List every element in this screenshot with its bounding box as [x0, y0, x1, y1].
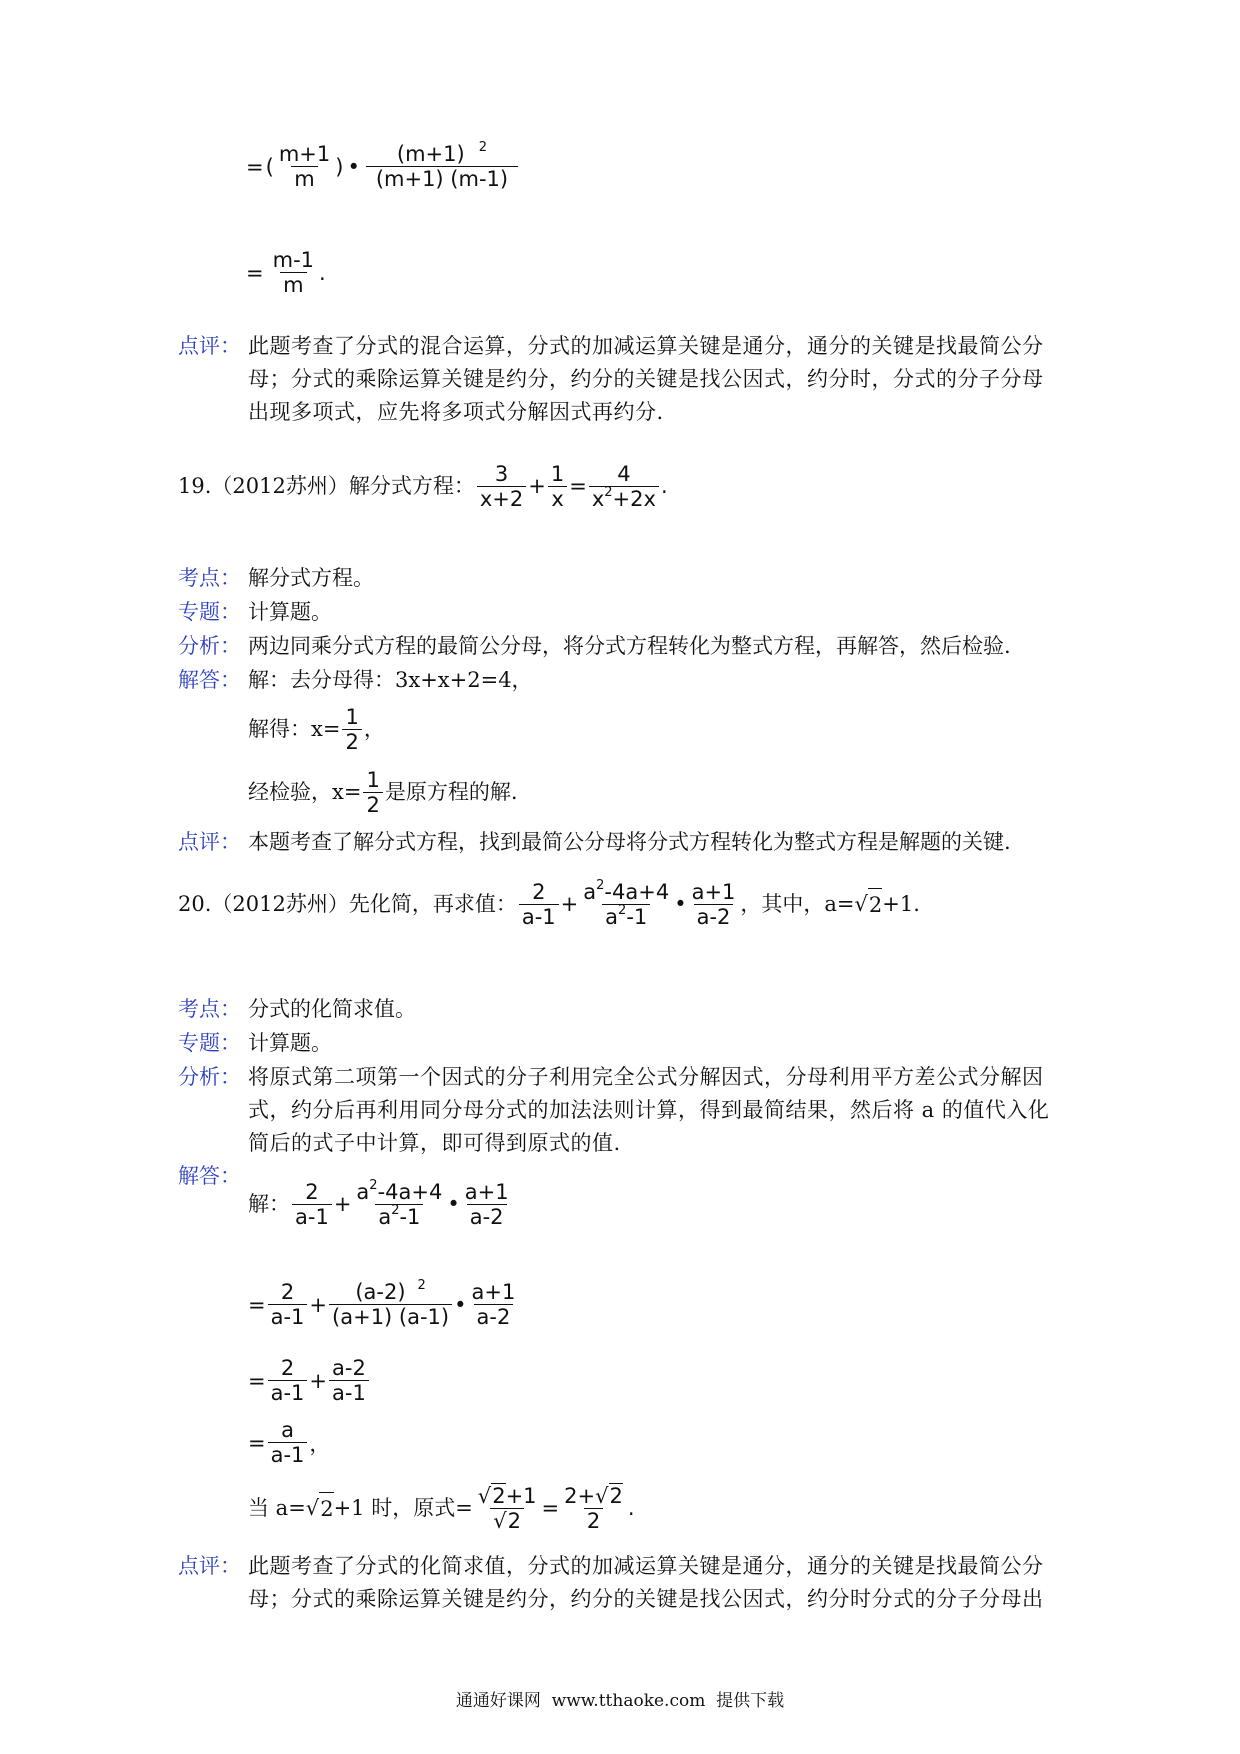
fenxi-line: 式，约分后再利用同分母分式的加法法则计算，得到最简结果，然后将 a 的值代入化	[248, 1098, 1050, 1122]
denominator: 2	[342, 729, 361, 754]
denominator: (a+1) (a-1)	[329, 1304, 452, 1329]
den-part: +2x	[612, 487, 656, 511]
fraction	[268, 1418, 308, 1467]
solution-line: 解：去分母得：3x+x+2=4，	[248, 668, 533, 692]
exponent: 2	[604, 485, 613, 500]
denominator: a-2	[694, 904, 734, 929]
comment-label: 点评：	[178, 1554, 241, 1578]
numerator	[367, 142, 517, 166]
comment-text	[248, 1550, 1078, 1616]
plus-sign: +	[528, 474, 546, 498]
kaodian-label: 考点：	[178, 997, 241, 1021]
numerator: a+1	[464, 1180, 509, 1204]
numerator: 1	[345, 705, 359, 729]
period: .	[627, 1496, 635, 1520]
numerator	[353, 1180, 445, 1204]
denominator	[375, 1204, 423, 1229]
plus-sign: +	[309, 1368, 328, 1393]
paren: )	[335, 154, 344, 179]
fraction	[462, 1180, 512, 1229]
sqrt-symbol: √	[595, 1484, 609, 1508]
solution-line	[248, 1180, 514, 1229]
num-part: 2+	[564, 1484, 596, 1508]
numerator	[352, 1280, 428, 1304]
multiply-dot: •	[454, 1292, 467, 1317]
fraction	[276, 142, 333, 191]
numerator: 2	[305, 1180, 319, 1204]
question-stem: 19.（2012苏州）解分式方程：	[178, 474, 475, 498]
s18-step1	[246, 142, 520, 191]
q20-stem	[178, 880, 920, 929]
multiply-dot: •	[674, 892, 687, 916]
numerator: 3	[494, 462, 509, 486]
denominator: x+2	[477, 486, 526, 511]
solution-text: 解得：x=	[248, 717, 341, 741]
denominator: a-1	[268, 1304, 308, 1329]
comment-text	[248, 330, 1078, 429]
equation	[475, 462, 668, 511]
numerator: a	[281, 1418, 294, 1442]
fraction	[329, 1280, 452, 1329]
sqrt-radicand: 2	[507, 1509, 522, 1533]
equals-sign: =	[248, 1292, 266, 1317]
denominator	[589, 486, 659, 511]
sqrt-symbol: √	[305, 1496, 320, 1520]
num-part: +1	[505, 1484, 537, 1508]
period: .	[660, 474, 668, 498]
zhuanti-label: 专题：	[178, 600, 241, 624]
fraction	[469, 1280, 519, 1329]
fraction	[292, 1180, 332, 1229]
equals-sign: =	[569, 474, 587, 498]
numerator: a+1	[691, 880, 736, 904]
equals-sign: =	[246, 260, 264, 285]
denominator	[490, 1508, 524, 1533]
numerator: 1	[366, 768, 380, 792]
solution-text: +1 时，原式=	[333, 1496, 473, 1520]
zhuanti-label: 专题：	[178, 1031, 241, 1055]
den-part: -1	[626, 905, 648, 929]
equals-sign: =	[248, 1430, 266, 1455]
numerator-text: (m+1)	[396, 142, 465, 166]
exponent: 2	[417, 1278, 426, 1293]
solution-text: 解：	[248, 1192, 290, 1216]
den-part: -1	[399, 1205, 421, 1229]
fraction	[548, 462, 567, 511]
comment-line: 母；分式的乘除运算关键是约分，约分的关键是找公因式，约分时，分式的分子分母	[248, 367, 1044, 391]
numerator	[475, 1484, 540, 1508]
multiply-dot: •	[447, 1192, 460, 1216]
equals-sign: =	[246, 154, 264, 179]
numerator: a-2	[332, 1356, 366, 1380]
numerator: a+1	[471, 1280, 516, 1304]
den-part: a	[605, 905, 619, 929]
solution-line	[248, 768, 518, 817]
expression	[290, 1180, 514, 1229]
fraction	[342, 705, 361, 754]
fraction	[268, 1356, 308, 1405]
fraction	[363, 768, 382, 817]
jieda-label: 解答：	[178, 668, 241, 692]
num-part: -4a+4	[377, 1180, 443, 1204]
numerator: 2	[280, 1356, 295, 1380]
solution-text: 经检验，x=	[248, 780, 362, 804]
equals-sign: =	[541, 1496, 560, 1520]
page-footer: 通通好课网 www.tthaoke.com 提供下载	[455, 1691, 785, 1711]
q19-stem	[178, 462, 668, 511]
fraction	[580, 880, 672, 929]
numerator: 1	[550, 462, 565, 486]
num-part: a	[583, 880, 597, 904]
comma: ，	[309, 1431, 331, 1456]
den-part: x	[591, 487, 605, 511]
expression	[473, 1484, 635, 1533]
solution-line	[248, 1484, 635, 1533]
question-stem: 20.（2012苏州）先化简，再求值：	[178, 892, 517, 916]
kaodian-text: 解分式方程。	[248, 566, 374, 590]
solution-line	[248, 1280, 520, 1329]
solution-line	[248, 705, 385, 754]
fraction	[589, 462, 659, 511]
denominator	[602, 904, 650, 929]
comment-line: 此题考查了分式的混合运算，分式的加减运算关键是通分，通分的关键是找最简公分	[248, 334, 1044, 358]
comment-line: 母；分式的乘除运算关键是约分，约分的关键是找公因式，约分时分式的分子分母出	[248, 1587, 1044, 1611]
fraction	[475, 1484, 540, 1533]
exponent: 2	[369, 1178, 378, 1193]
solution-text: 当 a=	[248, 1496, 306, 1520]
denominator: 2	[363, 792, 382, 817]
num-part: (a-2)	[355, 1280, 406, 1304]
num-part: a	[356, 1180, 370, 1204]
fraction	[477, 462, 526, 511]
sqrt-symbol: √	[477, 1484, 492, 1508]
fraction	[270, 248, 317, 297]
kaodian-label: 考点：	[178, 566, 241, 590]
denominator: a-2	[474, 1304, 514, 1329]
comment-label: 点评：	[178, 830, 241, 854]
s18-step2	[246, 248, 326, 297]
stem-text: +1.	[882, 892, 920, 916]
denominator: a-1	[268, 1380, 308, 1405]
numerator: 2	[532, 880, 546, 904]
denominator: a-1	[519, 904, 559, 929]
expression	[517, 880, 741, 929]
denominator: m	[291, 166, 317, 191]
sqrt-symbol: √	[854, 892, 868, 916]
numerator: 2	[280, 1280, 295, 1304]
numerator: m+1	[278, 142, 331, 166]
exponent: 2	[478, 140, 487, 155]
fenxi-line: 将原式第二项第一个因式的分子利用完全公式分解因式，分母利用平方差公式分解因	[248, 1065, 1044, 1089]
fraction	[519, 880, 559, 929]
fraction	[561, 1484, 626, 1533]
plus-sign: +	[560, 892, 579, 916]
paren: (	[265, 154, 274, 179]
fraction	[268, 1280, 308, 1329]
den-part: a	[378, 1205, 392, 1229]
comment-line: 出现多项式，应先将多项式分解因式再约分.	[248, 400, 664, 424]
numerator: 4	[617, 462, 631, 486]
sqrt-symbol: √	[493, 1509, 507, 1533]
denominator: a-2	[467, 1204, 507, 1229]
fenxi-label: 分析：	[178, 1065, 241, 1089]
denominator: a-1	[292, 1204, 332, 1229]
comment-line: 此题考查了分式的化简求值，分式的加减运算关键是通分，通分的关键是找最简公分	[248, 1554, 1044, 1578]
fenxi-label: 分析：	[178, 634, 241, 658]
fraction	[366, 142, 518, 191]
exponent: 2	[596, 878, 605, 893]
sqrt-radicand: 2	[319, 1492, 333, 1526]
sqrt-radicand: 2	[609, 1484, 623, 1508]
denominator: (m+1) (m-1)	[366, 166, 518, 191]
period: .	[319, 260, 326, 285]
numerator: m-1	[272, 248, 315, 272]
denominator: a-1	[329, 1380, 369, 1405]
fraction	[329, 1356, 369, 1405]
plus-sign: +	[333, 1192, 352, 1216]
plus-sign: +	[309, 1292, 328, 1317]
fenxi-text	[248, 1061, 1078, 1160]
solution-line	[248, 1418, 330, 1467]
exponent: 2	[618, 903, 627, 918]
denominator: 2	[584, 1508, 603, 1533]
equals-sign: =	[248, 1368, 266, 1393]
comment-text: 本题考查了解分式方程，找到最简公分母将分式方程转化为整式方程是解题的关键.	[248, 830, 1011, 854]
comma: ，	[363, 717, 385, 741]
zhuanti-text: 计算题。	[248, 1031, 332, 1055]
multiply-dot: •	[347, 154, 360, 179]
sqrt-radicand: 2	[492, 1484, 506, 1508]
fraction	[689, 880, 739, 929]
solution-line	[248, 1356, 371, 1405]
num-part: -4a+4	[604, 880, 670, 904]
sqrt-radicand: 2	[868, 888, 882, 922]
kaodian-text: 分式的化简求值。	[248, 997, 416, 1021]
jieda-label: 解答：	[178, 1164, 241, 1188]
fraction	[353, 1180, 445, 1229]
numerator	[580, 880, 672, 904]
solution-text: 是原方程的解.	[384, 780, 518, 804]
stem-text: ，其中，a=	[740, 892, 855, 916]
zhuanti-text: 计算题。	[248, 600, 332, 624]
denominator: a-1	[268, 1442, 308, 1467]
fenxi-line: 简后的式子中计算，即可得到原式的值.	[248, 1131, 621, 1155]
numerator	[561, 1484, 626, 1508]
fenxi-text: 两边同乘分式方程的最简公分母，将分式方程转化为整式方程，再解答，然后检验.	[248, 634, 1011, 658]
denominator: x	[548, 486, 566, 511]
comment-label: 点评：	[178, 334, 241, 358]
denominator: m	[280, 272, 306, 297]
exponent: 2	[391, 1203, 400, 1218]
